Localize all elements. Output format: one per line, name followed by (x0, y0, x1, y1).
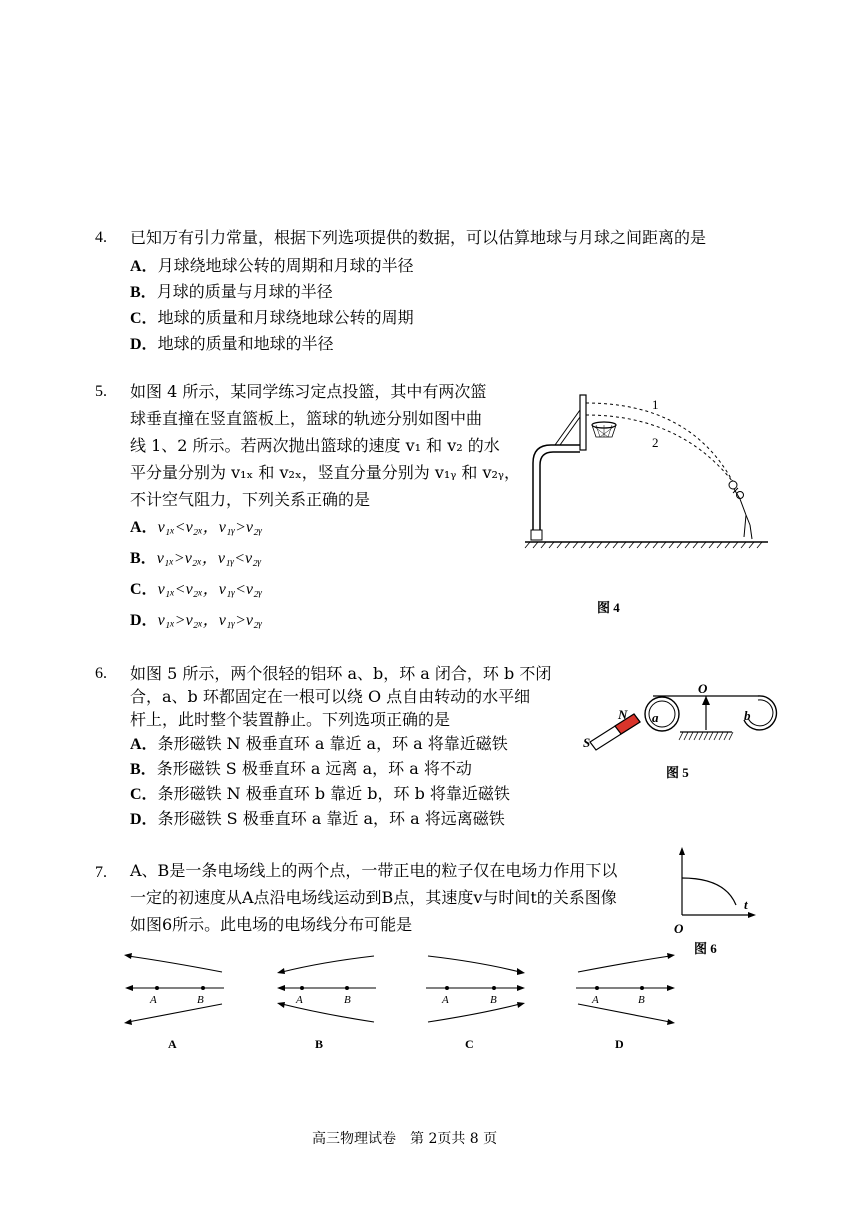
player-icon (729, 481, 752, 539)
point-a: A (296, 994, 303, 1006)
option-c-diagram (426, 956, 525, 1050)
figure-caption: 图 4 (597, 600, 620, 615)
curve-label-2: 2 (652, 435, 659, 450)
axis-label-o: O (674, 921, 684, 935)
option-c: C．条形磁铁 N 极垂直环 b 靠近 b，环 b 将靠近磁铁 (130, 784, 510, 803)
point-a: A (592, 994, 599, 1006)
question-line: 平分量分别为 v₁ₓ 和 v₂ₓ，竖直分量分别为 v₁ᵧ 和 v₂ᵧ， (130, 463, 520, 482)
option-d: D．地球的质量和地球的半径 (130, 334, 334, 353)
point-b: B (638, 994, 645, 1006)
figure-caption: 图 5 (666, 765, 689, 780)
option-c: C．地球的质量和月球绕地球公转的周期 (130, 308, 414, 327)
point-a: A (442, 994, 449, 1006)
point-a: A (150, 994, 157, 1006)
question-number: 4. (95, 229, 107, 246)
option-a: A．v₁ₓ<v₂ₓ，v₁ᵧ>v₂ᵧ (130, 519, 263, 536)
question-line: 线 1、2 所示。若两次抛出篮球的速度 v₁ 和 v₂ 的水 (130, 436, 500, 455)
label-o: O (698, 681, 708, 696)
figure-caption: 图 6 (694, 941, 717, 956)
choice-label: A (168, 1037, 177, 1050)
vt-graph-figure (670, 845, 760, 935)
label-a: a (652, 710, 659, 725)
field-line-options (120, 950, 680, 1050)
question-number: 5. (95, 383, 107, 400)
question-stem: 已知万有引力常量，根据下列选项提供的数据，可以估算地球与月球之间距离的是 (130, 228, 707, 247)
option-c: C．v₁ₓ<v₂ₓ，v₁ᵧ<v₂ᵧ (130, 581, 263, 598)
question-line: 如图 4 所示，某同学练习定点投篮，其中有两次篮 (130, 382, 487, 401)
option-d-diagram (576, 953, 675, 1050)
question-line: 如图 5 所示，两个很轻的铝环 a、b，环 a 闭合，环 b 不闭 (130, 664, 552, 683)
question-line: 如图6所示。此电场的电场线分布可能是 (130, 915, 413, 934)
question-line: 一定的初速度从A点沿电场线运动到B点，其速度v与时间t的关系图像 (130, 888, 617, 907)
label-n: N (618, 707, 628, 722)
basketball-figure (520, 385, 770, 550)
point-b: B (490, 994, 497, 1006)
question-line: 球垂直撞在竖直篮板上，篮球的轨迹分别如图中曲 (130, 409, 483, 428)
choice-label: C (465, 1037, 474, 1050)
question-line: 杆上，此时整个装置静止。下列选项正确的是 (130, 710, 451, 729)
option-a: A．月球绕地球公转的周期和月球的半径 (130, 256, 414, 275)
option-d: D．v₁ₓ>v₂ₓ，v₁ᵧ>v₂ᵧ (130, 612, 263, 629)
page-footer: 高三物理试卷 第 2页共 8 页 (312, 1131, 498, 1147)
choice-label: B (315, 1037, 324, 1050)
option-a-diagram (124, 953, 224, 1050)
bar-magnet-icon (590, 714, 640, 750)
curve-label-1: 1 (652, 397, 659, 412)
point-b: B (344, 994, 351, 1006)
question-line: 合，a、b 环都固定在一根可以绕 O 点自由转动的水平细 (130, 687, 531, 706)
question-line: A、B是一条电场线上的两个点，一带正电的粒子仅在电场力作用下以 (130, 861, 618, 880)
option-a: A．条形磁铁 N 极垂直环 a 靠近 a，环 a 将靠近磁铁 (130, 734, 508, 753)
point-b: B (197, 994, 204, 1006)
option-b: B．条形磁铁 S 极垂直环 a 远离 a，环 a 将不动 (130, 759, 472, 778)
option-b: B．月球的质量与月球的半径 (130, 282, 333, 301)
option-b: B．v₁ₓ>v₂ₓ，v₁ᵧ<v₂ᵧ (130, 550, 262, 567)
option-d: D．条形磁铁 S 极垂直环 a 靠近 a，环 a 将远离磁铁 (130, 809, 505, 828)
label-s: S (583, 735, 591, 750)
option-b-diagram (277, 956, 376, 1050)
choice-label: D (615, 1037, 624, 1050)
rings-figure (578, 680, 783, 760)
question-number: 6. (95, 665, 107, 682)
label-b: b (744, 708, 751, 723)
question-line: 不计空气阻力，下列关系正确的是 (130, 490, 371, 509)
question-number: 7. (95, 864, 107, 881)
axis-label-t: t (744, 897, 748, 912)
